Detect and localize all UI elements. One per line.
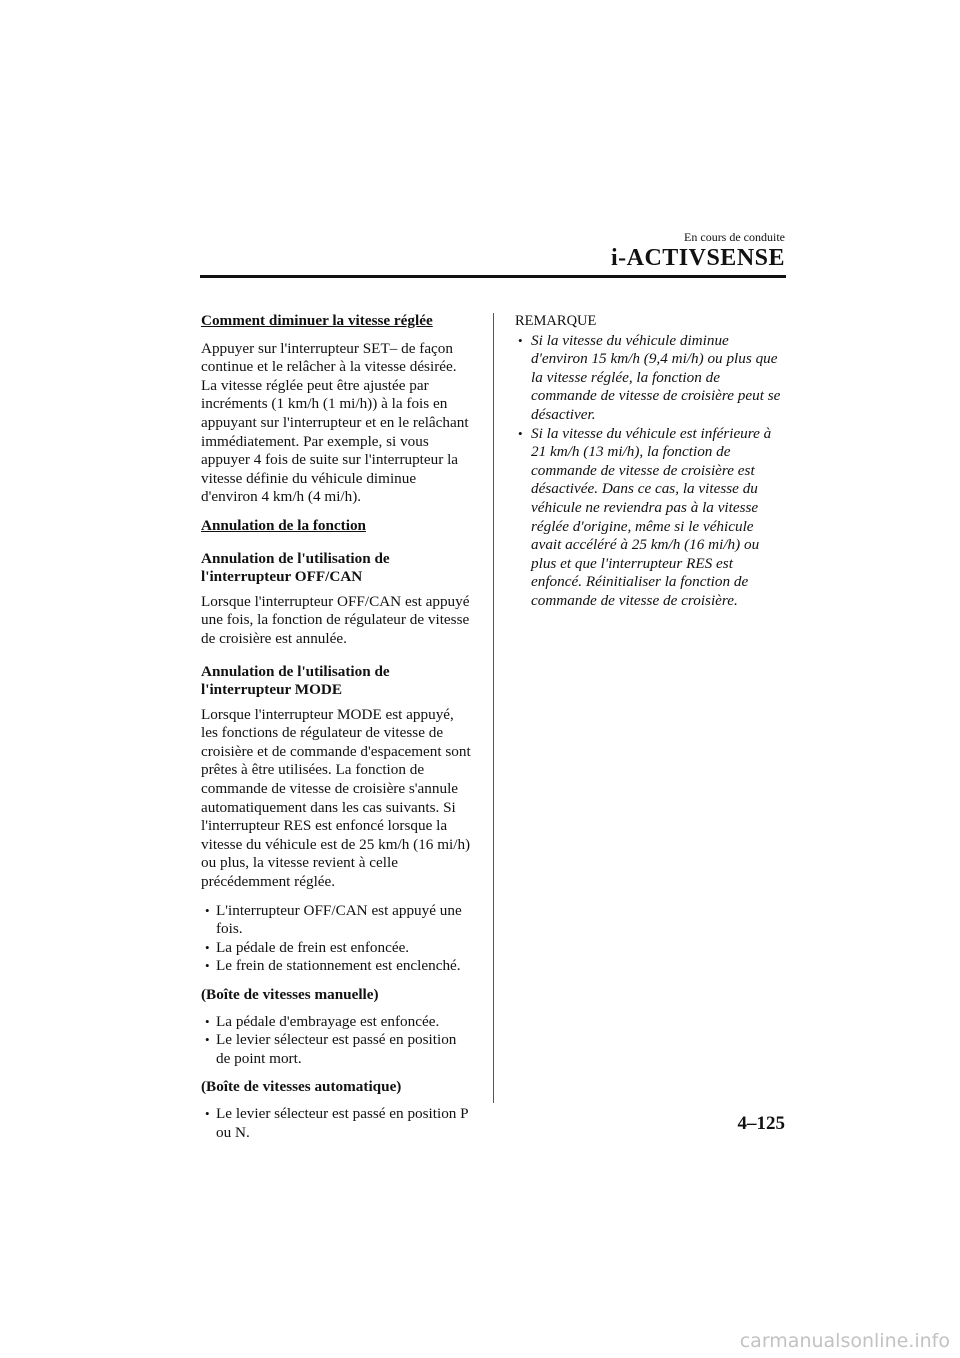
subheading-offcan: Annulation de l'utilisation de l'interrupteur OFF/CAN (201, 549, 390, 586)
paragraph-decrease-speed: Appuyer sur l'interrupteur SET– de façon continue et le relâcher à la vitesse désirée. La vitesse réglée peut être ajustée par incréments (1 km/h (1 mi/h)) à la fois en appuyant sur l'interrupteur et en le relâchant immédiatement. Par exemple, si vous appuyer 4 fois de suite sur l'interrupteur la vitesse définie du véhicule diminue d'environ 4 km/h (4 mi/h). (201, 339, 469, 506)
section-title: i-ACTIVSENSE (610, 245, 785, 271)
bullet-list-automatic (201, 1105, 473, 1142)
bullet-list-manual (201, 1013, 473, 1069)
list-item: • L'interrupteur OFF/CAN est appuyé une fois. (205, 901, 462, 938)
page-number: 4–125 (737, 1113, 785, 1134)
subheading-mode: Annulation de l'utilisation de l'interrupteur MODE (201, 662, 390, 699)
list-item: • La pédale d'embrayage est enfoncée. (205, 1012, 440, 1030)
left-column (201, 312, 473, 1152)
note-list (515, 332, 787, 611)
bullet-dot-icon: • (518, 332, 523, 348)
label-automatic-transmission: (Boîte de vitesses automatique) (201, 1078, 402, 1096)
chapter-label: En cours de conduite (684, 230, 785, 244)
column-divider (493, 313, 494, 1103)
list-item: • Le levier sélecteur est passé en position de point mort. (205, 1031, 457, 1067)
bullet-dot-icon: • (205, 1105, 210, 1121)
heading-cancel-function: Annulation de la fonction (201, 516, 366, 534)
bullet-dot-icon: • (518, 425, 523, 441)
paragraph-offcan: Lorsque l'interrupteur OFF/CAN est appuyé une fois, la fonction de régulateur de vitesse de croisière est annulée. (201, 592, 470, 647)
list-item: • Le levier sélecteur est passé en position P ou N. (205, 1104, 469, 1141)
bullet-dot-icon: • (205, 939, 210, 955)
list-item: • Le frein de stationnement est enclenché. (205, 957, 461, 975)
label-manual-transmission: (Boîte de vitesses manuelle) (201, 986, 379, 1003)
header-rule (200, 275, 786, 278)
paragraph-mode: Lorsque l'interrupteur MODE est appuyé, les fonctions de régulateur de vitesse de croisière et de commande d'espacement sont prêtes à être utilisées. La fonction de commande de vitesse de croisière s'annule automatiquement dans les cas suivants. Si l'interrupteur RES est enfoncé lorsque la vitesse du véhicule est de 25 km/h (16 mi/h) ou plus, la vitesse revient à celle précédemment réglée. (201, 705, 471, 891)
list-item: • Si la vitesse du véhicule diminue d'environ 15 km/h (9,4 mi/h) ou plus que la vitesse réglée, la fonction de commande de vitesse de croisière peut se désactiver. (518, 331, 781, 423)
bullet-list-general (201, 902, 473, 976)
list-item: • Si la vitesse du véhicule est inférieure à 21 km/h (13 mi/h), la fonction de commande de vitesse de croisière est désactivée. Dans ce cas, la vitesse du véhicule ne reviendra pas à la vitesse réglée d'origine, même si le véhicule avait accéléré à 25 km/h (16 mi/h) ou plus et que l'interrupteur RES est enfoncé. Réinitialiser la fonction de commande de vitesse de croisière. (518, 424, 772, 609)
bullet-dot-icon: • (205, 1032, 210, 1048)
list-item: • La pédale de frein est enfoncée. (205, 938, 410, 956)
heading-decrease-speed: Comment diminuer la vitesse réglée (201, 312, 433, 329)
bullet-dot-icon: • (205, 902, 210, 918)
bullet-dot-icon: • (205, 1013, 210, 1029)
right-column (515, 312, 787, 611)
note-label: REMARQUE (515, 313, 597, 329)
bullet-dot-icon: • (205, 958, 210, 974)
watermark-text: carmanualsonline.info (739, 1330, 950, 1352)
